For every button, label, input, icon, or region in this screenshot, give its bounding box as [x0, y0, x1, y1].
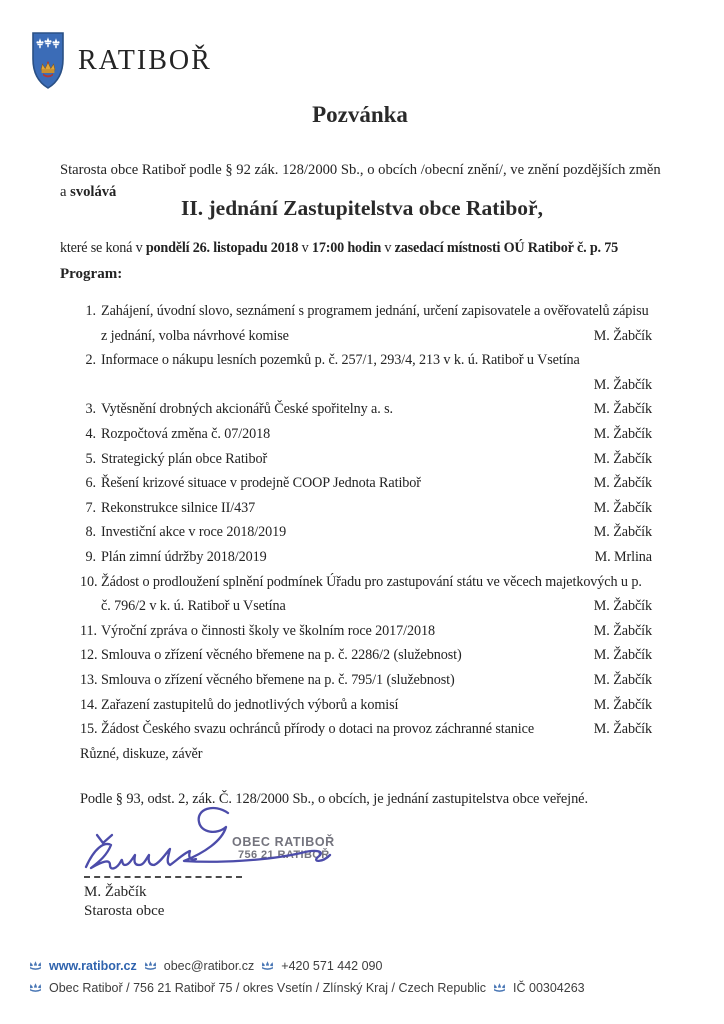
program-item-text: Smlouva o zřízení věcného břemene na p. č. 2286/2 (služebnost): [101, 647, 462, 664]
program-item-speaker: M. Žabčík: [593, 475, 652, 492]
stamp-line1: OBEC RATIBOŘ: [232, 835, 335, 849]
signatory-role: Starosta obce: [84, 903, 165, 919]
program-item: [80, 668, 652, 693]
program-item-text: Výroční zpráva o činnosti školy ve školním roce 2017/2018: [101, 622, 435, 639]
program-item-speaker: M. Žabčík: [593, 450, 652, 467]
program-item-speaker: M. Žabčík: [593, 376, 652, 393]
program-item-number: 9.: [85, 548, 96, 565]
program-item: [80, 520, 652, 545]
program-item-text: Investiční akce v roce 2018/2019: [101, 524, 287, 541]
signature-divider: [84, 876, 242, 878]
program-item-text: Řešení krizové situace v prodejně COOP Jednota Ratiboř: [101, 475, 421, 492]
meeting-when: [60, 240, 618, 257]
coat-of-arms-shield-icon: [32, 32, 64, 90]
program-item: [80, 471, 652, 496]
footer-company-id: IČ 00304263: [513, 981, 585, 995]
intro-bold-svolava: svolává: [70, 183, 117, 200]
program-item-speaker: M. Žabčík: [593, 401, 652, 418]
program-item-speaker: M. Žabčík: [593, 499, 652, 516]
program-item-speaker: M. Žabčík: [593, 696, 652, 713]
program-item-speaker: M. Žabčík: [593, 327, 652, 344]
program-item-speaker: M. Žabčík: [593, 524, 652, 541]
program-item-number: 8.: [85, 524, 96, 541]
program-item: [80, 496, 652, 521]
header-logo: [32, 32, 212, 90]
program-item-speaker: M. Žabčík: [593, 425, 652, 442]
stamp-line2: 756 21 RATIBOŘ: [238, 849, 330, 861]
program-list: [80, 299, 652, 766]
program-item-speaker: M. Žabčík: [593, 598, 652, 615]
program-item-number: 1.: [85, 303, 96, 319]
program-item: [80, 397, 652, 422]
program-item-number: 7.: [85, 499, 96, 516]
fleur-crown-icon: [261, 961, 274, 972]
program-item-number: 14.: [80, 696, 98, 713]
program-item-text: Vytěsnění drobných akcionářů České spořitelny a. s.: [101, 401, 393, 418]
when-time: 17:00 hodin: [311, 240, 382, 256]
program-item-text: Smlouva o zřízení věcného břemene na p. č. 795/1 (služebnost): [101, 671, 455, 688]
fleur-crown-icon: [29, 961, 42, 972]
program-item-text: Strategický plán obce Ratiboř: [101, 450, 268, 467]
program-item: [80, 693, 652, 718]
fleur-crown-icon: [144, 961, 157, 972]
program-item-number: 2.: [85, 352, 96, 369]
program-item-speaker: M. Žabčík: [593, 622, 652, 639]
when-place: zasedací místnosti OÚ Ratiboř č. p. 75: [394, 240, 618, 256]
program-item: [80, 422, 652, 447]
program-item-number: 11.: [80, 622, 97, 639]
program-item: [80, 643, 652, 668]
program-item: [80, 717, 652, 742]
program-item-text: Zahájení, úvodní slovo, seznámení s programem jednání, určení zapisovatele a ověřovatelů zápisu z jednání, volba návrhové komise: [101, 303, 649, 344]
program-item-text: Rozpočtová změna č. 07/2018: [101, 425, 271, 442]
program-item-number: 5.: [85, 450, 96, 467]
program-item-number: 10.: [80, 573, 98, 590]
legal-note: Podle § 93, odst. 2, zák. Č. 128/2000 Sb., o obcích, je jednání zastupitelstva obce veřejné.: [80, 791, 588, 807]
page-title: Pozvánka: [312, 102, 408, 127]
program-item-text: Rekonstrukce silnice II/437: [101, 499, 256, 516]
program-item-number: 15.: [80, 721, 98, 738]
meeting-heading: II. jednání Zastupitelstva obce Ratiboř,: [181, 196, 543, 220]
program-item-speaker: M. Žabčík: [593, 671, 652, 688]
footer-contact-row: [29, 955, 585, 977]
program-item-speaker: M. Žabčík: [593, 721, 652, 738]
program-item: [80, 348, 652, 397]
when-pre: které se koná v: [60, 240, 146, 256]
official-stamp: [232, 836, 335, 862]
program-item: [80, 447, 652, 472]
when-date: pondělí 26. listopadu 2018: [145, 240, 299, 256]
program-item-number: 12.: [80, 647, 98, 664]
when-sep1: v: [298, 240, 312, 256]
program-item-number: 6.: [85, 475, 96, 492]
program-item: [80, 619, 652, 644]
program-item-text: Žádost Českého svazu ochránců přírody o dotaci na provoz záchranné stanice: [101, 721, 535, 738]
footer-address: Obec Ratiboř / 756 21 Ratiboř 75 / okres Vsetín / Zlínský Kraj / Czech Republic: [49, 981, 487, 995]
logo-text: RATIBOŘ: [78, 45, 212, 76]
program-item-speaker: M. Žabčík: [593, 647, 652, 664]
program-item-speaker: M. Mrlina: [594, 548, 652, 565]
footer-email: obec@ratibor.cz: [163, 959, 255, 973]
footer: [29, 955, 585, 999]
footer-website: www.ratibor.cz: [49, 959, 137, 973]
fleur-crown-icon: [29, 983, 42, 994]
program-item: [80, 299, 652, 348]
program-item-number: 13.: [80, 671, 98, 688]
program-item-number: 3.: [85, 401, 96, 418]
program-item-number: 4.: [85, 425, 96, 442]
program-item: [80, 570, 652, 619]
intro-text: Starosta obce Ratiboř podle § 92 zák. 128/2000 Sb., o obcích /obecní znění/, ve znění pozdějších změn a: [60, 161, 661, 200]
program-closing: Různé, diskuze, závěr: [80, 745, 203, 762]
footer-phone: +420 571 442 090: [281, 959, 383, 973]
program-item-text: Žádost o prodloužení splnění podmínek Úřadu pro zastupování státu ve věcech majetkových u p. č. 796/2 v k. ú. Ratiboř u Vsetína: [101, 573, 642, 615]
when-sep2: v: [381, 240, 395, 256]
footer-address-row: [29, 977, 585, 999]
signatory-name: M. Žabčík: [84, 884, 147, 900]
fleur-crown-icon: [493, 983, 506, 994]
program-label: Program:: [60, 266, 123, 282]
program-item-text: Zařazení zastupitelů do jednotlivých výborů a komisí: [101, 696, 399, 713]
program-item-text: Plán zimní údržby 2018/2019: [101, 548, 267, 565]
program-item: [80, 545, 652, 570]
program-item-text: Informace o nákupu lesních pozemků p. č. 257/1, 293/4, 213 v k. ú. Ratiboř u Vsetína: [101, 352, 580, 369]
